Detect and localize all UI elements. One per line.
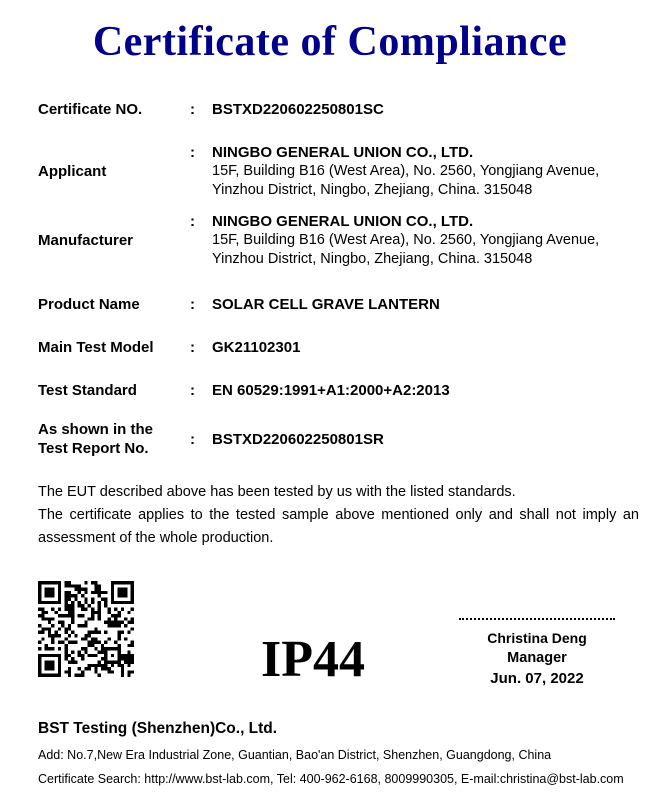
certificate-title: Certificate of Compliance [92, 19, 568, 65]
field-row-manufacturer [38, 212, 640, 269]
statement-line1: The EUT described above has been tested by us with the listed standards. [38, 484, 516, 500]
footer-company: BST Testing (Shenzhen)Co., Ltd. [38, 720, 278, 737]
field-row-certificate-no [38, 100, 640, 119]
field-colon: : [190, 213, 195, 230]
test-report-label-line1: As shown in the [38, 421, 154, 438]
statement-line2: The certificate applies to the tested sample above mentioned only and shall not imply an assessment of the whole production. [38, 507, 639, 546]
signature-date: Jun. 07, 2022 [490, 670, 584, 687]
statement [38, 481, 639, 550]
applicant-value [212, 143, 640, 200]
footer-address: Add: No.7,New Era Industrial Zone, Guantian, Bao'an District, Shenzhen, Guangdong, China [38, 748, 552, 762]
field-colon: : [190, 339, 195, 356]
signature-dotted-line [459, 618, 615, 620]
test-standard-value: EN 60529:1991+A1:2000+A2:2013 [212, 382, 450, 399]
field-colon: : [190, 296, 195, 313]
certificate-no-label: Certificate NO. [38, 101, 143, 118]
field-row-product-name [38, 295, 640, 314]
field-colon: : [190, 382, 195, 399]
manufacturer-address-line2: Yinzhou District, Ningbo, Zhejiang, China. 315048 [212, 251, 533, 267]
field-colon: : [190, 101, 195, 118]
applicant-company: NINGBO GENERAL UNION CO., LTD. [212, 144, 474, 161]
certificate-fields [38, 100, 640, 458]
field-row-applicant [38, 143, 640, 200]
test-report-label [38, 420, 190, 458]
signature-block [453, 612, 621, 689]
test-standard-label: Test Standard [38, 382, 137, 399]
product-name-label: Product Name [38, 296, 140, 313]
main-test-model-label: Main Test Model [38, 339, 154, 356]
footer [38, 720, 642, 786]
signatory-name: Christina Deng [487, 630, 587, 646]
manufacturer-company: NINGBO GENERAL UNION CO., LTD. [212, 213, 474, 230]
signatory-role: Manager [507, 650, 567, 666]
applicant-address-line2: Yinzhou District, Ningbo, Zhejiang, China. 315048 [212, 182, 533, 198]
field-colon: : [190, 430, 195, 448]
field-row-test-standard [38, 381, 640, 400]
applicant-address-line1: 15F, Building B16 (West Area), No. 2560, Yongjiang Avenue, [212, 163, 600, 179]
field-row-test-report [38, 420, 640, 458]
field-row-main-test-model [38, 338, 640, 357]
manufacturer-address-line1: 15F, Building B16 (West Area), No. 2560, Yongjiang Avenue, [212, 232, 600, 248]
manufacturer-label: Manufacturer [38, 232, 134, 249]
main-test-model-value: GK21102301 [212, 339, 301, 356]
manufacturer-value [212, 212, 640, 269]
footer-contact: Certificate Search: http://www.bst-lab.com, Tel: 400-962-6168, 8009990305, E-mail:christina@bst-lab.com [38, 772, 624, 786]
ip-rating: IP44 [261, 631, 365, 688]
test-report-value: BSTXD220602250801SR [212, 430, 384, 448]
applicant-label: Applicant [38, 163, 107, 180]
product-name-value: SOLAR CELL GRAVE LANTERN [212, 296, 440, 313]
test-report-label-line2: Test Report No. [38, 440, 149, 457]
qr-code [38, 581, 134, 677]
field-colon: : [190, 144, 195, 161]
certificate-no-value: BSTXD220602250801SC [212, 101, 384, 118]
